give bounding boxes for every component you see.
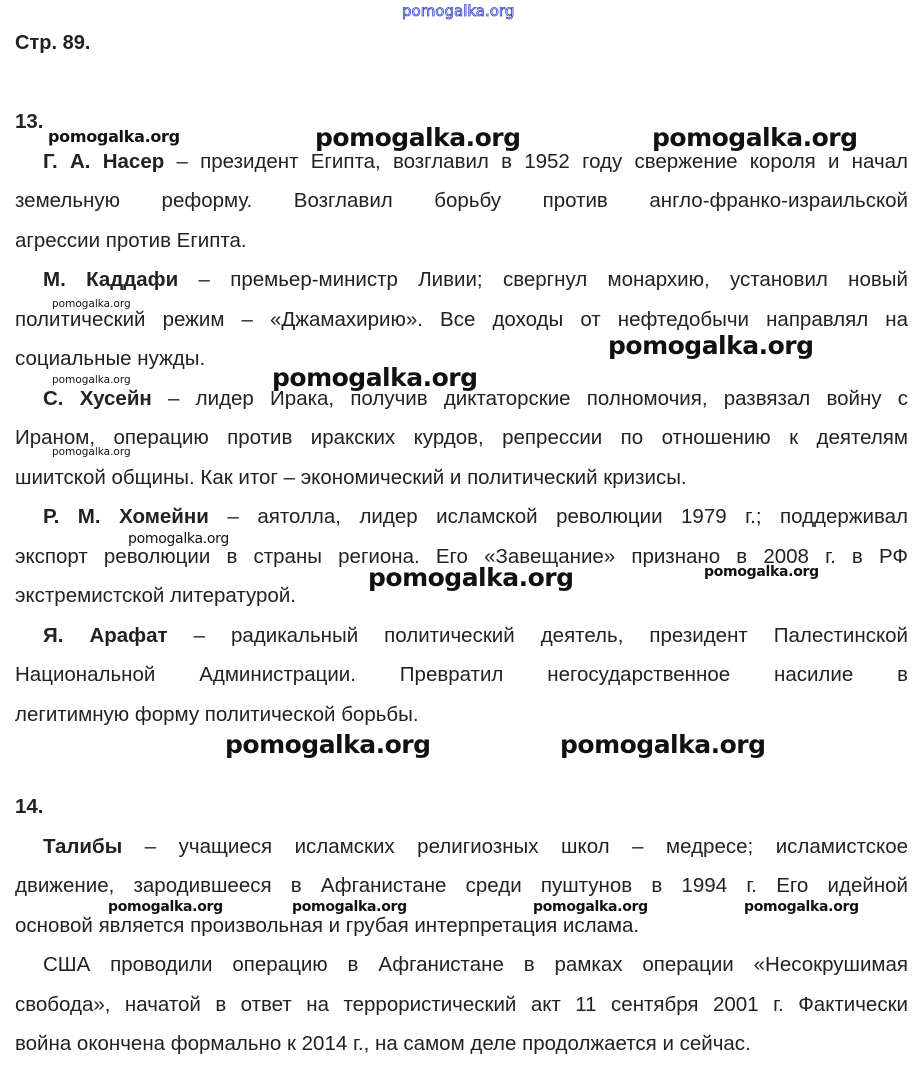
paragraph-text: экстремистской литературой.: [15, 584, 296, 607]
watermark: pomogalka.org: [368, 563, 574, 592]
watermark: pomogalka.org: [315, 123, 521, 152]
watermark: pomogalka.org: [652, 123, 858, 152]
paragraph-line: [15, 1024, 908, 1064]
paragraph-text: – радикальный политический деятель, президент Палестинской: [167, 623, 908, 647]
paragraph-line: [15, 221, 908, 261]
watermark: pomogalka.org: [744, 899, 859, 915]
watermark: pomogalka.org: [560, 730, 766, 759]
watermark: pomogalka.org: [704, 564, 819, 580]
paragraph-text: – президент Египта, возглавил в 1952 году свержение короля и начал: [164, 149, 908, 173]
paragraph-line: [15, 985, 908, 1025]
paragraph-text: свобода», начатой в ответ на террористический акт 11 сентября 2001 г. Фактически: [15, 992, 908, 1016]
paragraph-text: Ираном, операцию против иракских курдов, репрессии по отношению к деятелям: [15, 426, 908, 449]
watermark: pomogalka.org: [272, 363, 478, 392]
watermark: pomogalka.org: [52, 374, 131, 386]
watermark: pomogalka.org: [402, 2, 515, 20]
section-number: 13.: [15, 110, 44, 133]
paragraph-line: [15, 458, 908, 498]
person-name: Талибы: [43, 834, 123, 858]
paragraph-text: – учащиеся исламских религиозных школ – медресе; исламистское: [122, 834, 908, 858]
watermark: pomogalka.org: [52, 446, 131, 458]
person-name: Г. А. Насер: [43, 149, 165, 173]
paragraph-text: легитимную форму политической борьбы.: [15, 702, 419, 726]
paragraph-text: агрессии против Египта.: [15, 228, 247, 252]
person-name: Я. Арафат: [43, 623, 168, 647]
paragraph-text: война окончена формально к 2014 г., на самом деле продолжается и сейчас.: [15, 1032, 751, 1055]
paragraph-text: шиитской общины. Как итог – экономический и политический кризисы.: [15, 465, 687, 489]
paragraph-line: [15, 181, 908, 221]
paragraph-text: экспорт революции в страны региона. Его «Завещание» признано в 2008 г. в РФ: [15, 544, 908, 568]
section-number: 14.: [15, 795, 44, 818]
watermark: pomogalka.org: [48, 127, 180, 146]
person-name: Р. М. Хомейни: [43, 505, 209, 528]
watermark: pomogalka.org: [225, 730, 431, 759]
watermark: pomogalka.org: [292, 899, 407, 915]
paragraph-line: [15, 616, 908, 656]
paragraph-line: [15, 418, 908, 458]
paragraph-text: – премьер-министр Ливии; свергнул монархию, установил новый: [178, 268, 908, 291]
paragraph-line: [15, 695, 908, 735]
paragraph-line: [15, 827, 908, 867]
paragraph-text: социальные нужды.: [15, 347, 206, 370]
paragraph-text: Национальной Администрации. Превратил негосударственное насилие в: [15, 663, 908, 686]
paragraph-text: движение, зародившееся в Афганистане среди пуштунов в 1994 г. Его идейной: [15, 874, 908, 897]
paragraph-text: США проводили операцию в Афганистане в рамках операции «Несокрушимая: [43, 953, 908, 976]
watermark: pomogalka.org: [608, 331, 814, 360]
watermark: pomogalka.org: [108, 899, 223, 915]
section-14: [15, 787, 908, 1064]
paragraph-text: – аятолла, лидер исламской революции 1979 г.; поддерживал: [208, 505, 908, 528]
paragraph-text: земельную реформу. Возглавил борьбу против англо-франко-израильской: [15, 189, 908, 212]
watermark: pomogalka.org: [52, 298, 131, 310]
paragraph-line: [15, 655, 908, 695]
page-header: Стр. 89.: [15, 32, 91, 54]
section-13: [15, 102, 908, 734]
watermark: pomogalka.org: [128, 531, 229, 547]
paragraph-text: политический режим – «Джамахирию». Все доходы от нефтедобычи направлял на: [15, 307, 908, 331]
paragraph-text: – лидер Ирака, получив диктаторские полномочия, развязал войну с: [151, 386, 909, 410]
paragraph-line: [15, 260, 908, 300]
person-name: М. Каддафи: [43, 268, 179, 291]
watermark: pomogalka.org: [533, 899, 648, 915]
paragraph-line: [15, 945, 908, 985]
paragraph-text: основой является произвольная и грубая интерпретация ислама.: [15, 913, 640, 937]
person-name: С. Хусейн: [43, 386, 152, 410]
